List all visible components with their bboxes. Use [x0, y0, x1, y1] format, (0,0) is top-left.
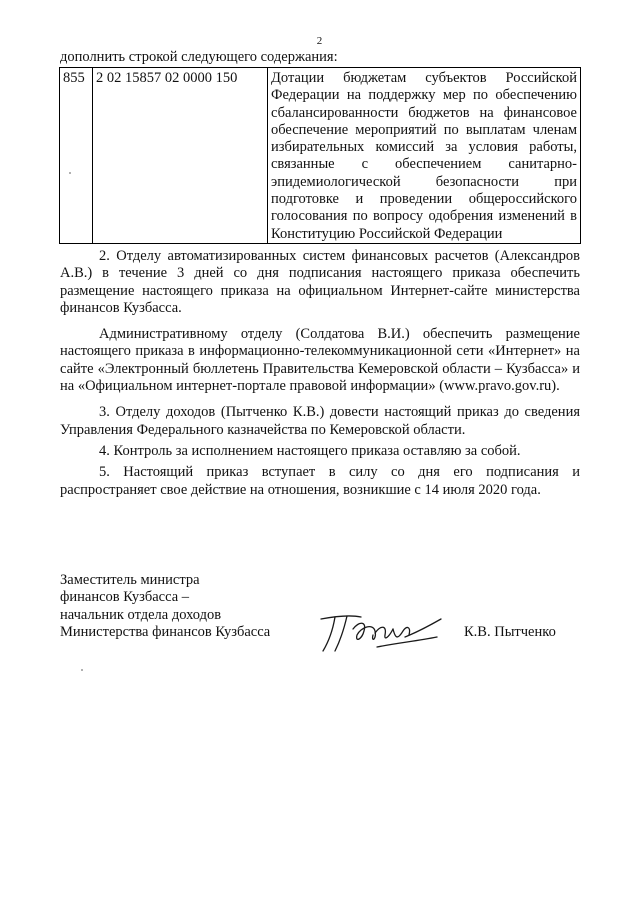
description-cell: Дотации бюджетам субъектов Российской Федерации на поддержку мер по обеспечению сбалансированности бюджетов на финансовое обеспечение мероприятий по выплатам членам избирательных комиссий за условия работы, связанные с обеспечением санитарно-эпидемиологической безопасности при подготовке и проведении общероссийского голосования по вопросу одобрения изменений в Конституцию Российской Федерации	[268, 68, 581, 244]
order-body	[60, 248, 580, 499]
paragraph-4: 4. Контроль за исполнением настоящего приказа оставляю за собой.	[99, 442, 521, 459]
page-number: 2	[316, 35, 323, 47]
scan-speck	[69, 172, 71, 174]
paragraph-admin: Административному отделу (Солдатова В.И.) обеспечить размещение настоящего приказа в информационно-телекоммуникационной сети «Интернет» на сайте «Электронный бюллетень Правительства Кемеровской области – Кузбасса» и на «Официальном интернет-портале правовой информации» (www.pravo.gov.ru).	[60, 326, 580, 395]
signatory-line-2: финансов Кузбасса –	[60, 589, 189, 606]
intro-line: дополнить строкой следующего содержания:	[60, 49, 338, 65]
paragraph-3: 3. Отделу доходов (Пытченко К.В.) довести настоящий приказ до сведения Управления Федерального казначейства по Кемеровской области.	[60, 404, 580, 438]
budget-codes-table	[59, 67, 581, 244]
admin-code-cell: 855	[60, 68, 93, 244]
table-row	[60, 68, 581, 244]
signatory-name: К.В. Пытченко	[464, 624, 556, 640]
paragraph-2: 2. Отделу автоматизированных систем финансовых расчетов (Александров А.В.) в течение 3 дней со дня подписания настоящего приказа обеспечить размещение настоящего приказа на официальном Интернет-сайте министерства финансов Кузбасса.	[60, 248, 580, 316]
budget-code-cell: 2 02 15857 02 0000 150	[93, 68, 268, 244]
signatory-line-1: Заместитель министра	[60, 572, 200, 588]
signatory-line-3: начальник отдела доходов	[60, 606, 222, 623]
paragraph-5: 5. Настоящий приказ вступает в силу со дня его подписания и распространяет свое действие на отношения, возникшие с 14 июля 2020 года.	[60, 464, 580, 498]
scan-speck	[81, 669, 83, 671]
signatory-line-4: Министерства финансов Кузбасса	[60, 624, 271, 641]
handwritten-signature	[317, 607, 447, 657]
signatory-title	[60, 572, 270, 642]
